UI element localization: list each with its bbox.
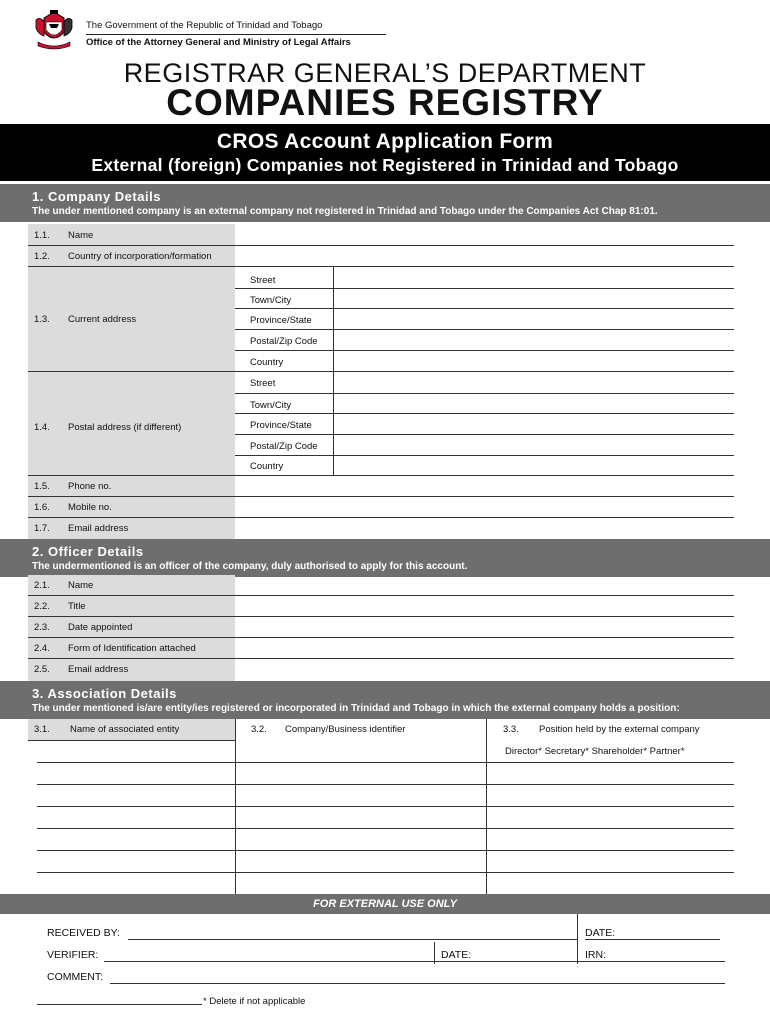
association-row-line[interactable]: [37, 850, 734, 851]
comment-label: COMMENT:: [47, 971, 103, 983]
field-row-country-incorporation[interactable]: 1.2. Country of incorporation/formation: [28, 246, 734, 267]
association-row-line[interactable]: [37, 762, 734, 763]
header-divider: [86, 34, 386, 35]
received-by-field[interactable]: [128, 939, 577, 940]
association-col2-num: 3.2.: [251, 724, 267, 735]
section-1-description: The under mentioned company is an external company not registered in Trinidad and Tobago under the Companies Act Chap 81:01.: [32, 206, 658, 217]
association-col1-header: 3.1. Name of associated entity: [28, 719, 235, 741]
association-col2-label: Company/Business identifier: [285, 724, 406, 735]
section-1-header: [0, 184, 770, 222]
postal-address-label-block: 1.4. Postal address (if different): [28, 372, 235, 475]
current-address-town[interactable]: Town/City: [235, 289, 734, 309]
postal-address-postal[interactable]: Postal/Zip Code: [235, 435, 734, 456]
current-address-postal[interactable]: Postal/Zip Code: [235, 330, 734, 351]
current-address-street[interactable]: Street: [235, 267, 734, 289]
current-address-label-block: 1.3. Current address: [28, 267, 235, 371]
date-label: DATE:: [585, 927, 616, 939]
postal-address-street[interactable]: Street: [235, 372, 734, 394]
officer-row-title[interactable]: 2.2. Title: [28, 596, 734, 617]
association-row-line[interactable]: [37, 872, 734, 873]
officer-row-email[interactable]: 2.5. Email address: [28, 659, 734, 681]
postal-address-town[interactable]: Town/City: [235, 394, 734, 414]
section-2-title: 2. Officer Details: [32, 544, 144, 559]
association-col3-num: 3.3.: [503, 724, 519, 735]
date-field[interactable]: [585, 939, 720, 940]
position-options: Director* Secretary* Shareholder* Partner*: [505, 746, 685, 757]
association-row-line[interactable]: [37, 784, 734, 785]
verifier-date-field[interactable]: [434, 961, 577, 962]
field-row-mobile[interactable]: 1.6. Mobile no.: [28, 497, 734, 518]
form-title-banner: [0, 124, 770, 181]
department-title: REGISTRAR GENERAL’S DEPARTMENT: [123, 58, 647, 88]
external-use-banner: FOR EXTERNAL USE ONLY: [0, 894, 770, 914]
form-title: CROS Account Application Form: [216, 130, 554, 153]
government-header: [30, 10, 430, 52]
comment-field[interactable]: [110, 983, 725, 984]
coat-of-arms-icon: [30, 10, 78, 50]
field-row-email[interactable]: 1.7. Email address: [28, 518, 734, 539]
section-2-description: The undermentioned is an officer of the company, duly authorised to apply for this account.: [32, 561, 468, 572]
officer-row-name[interactable]: 2.1. Name: [28, 575, 734, 596]
postal-address-province[interactable]: Province/State: [235, 414, 734, 435]
received-by-label: RECEIVED BY:: [47, 927, 120, 939]
signature-line: [37, 1004, 202, 1005]
ministry-name: Office of the Attorney General and Ministry of Legal Affairs: [86, 37, 351, 48]
verifier-field[interactable]: [104, 961, 434, 962]
association-row-line[interactable]: [37, 806, 734, 807]
section-2-header: [0, 539, 770, 577]
form-subtitle: External (foreign) Companies not Registered in Trinidad and Tobago: [91, 155, 679, 175]
irn-field[interactable]: [577, 961, 725, 962]
registry-title: COMPANIES REGISTRY: [166, 82, 604, 123]
association-col3-label: Position held by the external company: [539, 724, 700, 735]
field-row-phone[interactable]: 1.5. Phone no.: [28, 476, 734, 497]
section-3-header: [0, 681, 770, 719]
current-address-province[interactable]: Province/State: [235, 309, 734, 330]
officer-row-identification[interactable]: 2.4. Form of Identification attached: [28, 638, 734, 659]
verifier-date-label: DATE:: [441, 949, 472, 961]
irn-label: IRN:: [585, 949, 606, 961]
section-3-description: The under mentioned is/are entity/ies registered or incorporated in Trinidad and Tobago in which the external company holds a position:: [32, 703, 680, 714]
current-address-country[interactable]: Country: [235, 351, 734, 372]
postal-address-country[interactable]: Country: [235, 456, 734, 476]
section-1-title: 1. Company Details: [32, 189, 161, 204]
delete-note: * Delete if not applicable: [203, 996, 306, 1007]
verifier-label: VERIFIER:: [47, 949, 99, 961]
officer-row-date-appointed[interactable]: 2.3. Date appointed: [28, 617, 734, 638]
section-3-title: 3. Association Details: [32, 686, 177, 701]
association-row-line[interactable]: [37, 828, 734, 829]
field-row-name[interactable]: 1.1. Name: [28, 224, 734, 246]
government-name: The Government of the Republic of Trinidad and Tobago: [86, 20, 323, 31]
